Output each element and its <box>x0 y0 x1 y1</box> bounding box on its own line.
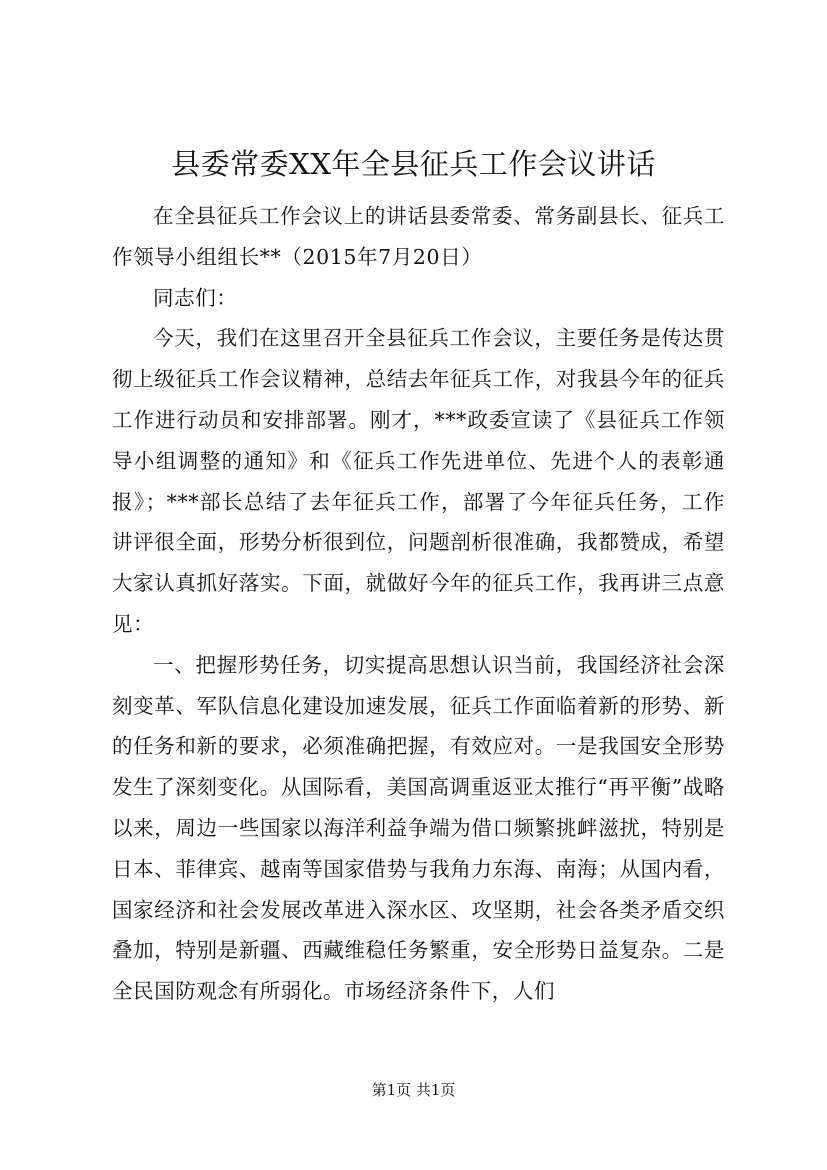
paragraph-section-one: 一、把握形势任务，切实提高思想认识当前，我国经济社会深刻变革、军队信息化建设加速发展，征兵工作面临着新的形势、新的任务和新的要求，必须准确把握，有效应对。一是我国安全形势发生了深刻变化。从国际看，美国高调重返亚太推行“再平衡”战略以来，周边一些国家以海洋利益争端为借口频繁挑衅滋扰，特别是日本、菲律宾、越南等国家借势与我角力东海、南海；从国内看，国家经济和社会发展改革进入深水区、攻坚期，社会各类矛盾交织叠加，特别是新疆、西藏维稳任务繁重，安全形势日益复杂。二是全民国防观念有所弱化。市场经济条件下，人们 <box>112 652 725 1004</box>
document-title: 县委常委XX年全县征兵工作会议讲话 <box>171 147 656 181</box>
document-body <box>112 196 725 1012</box>
paragraph-heading-info: 在全县征兵工作会议上的讲话县委常委、常务副县长、征兵工作领导小组组长**（2015年7月20日） <box>112 204 725 269</box>
paragraph-intro: 今天，我们在这里召开全县征兵工作会议，主要任务是传达贯彻上级征兵工作会议精神，总结去年征兵工作，对我县今年的征兵工作进行动员和安排部署。刚才，***政委宣读了《县征兵工作领导小组调整的通知》和《征兵工作先进单位、先进个人的表彰通报》；***部长总结了去年征兵工作，部署了今年征兵任务，工作讲评很全面，形势分析很到位，问题剖析很准确，我都赞成，希望大家认真抓好落实。下面，就做好今年的征兵工作，我再讲三点意见： <box>112 326 725 636</box>
paragraph-salutation: 同志们： <box>153 285 238 310</box>
page-footer: 第1页 共1页 <box>371 1081 456 1099</box>
